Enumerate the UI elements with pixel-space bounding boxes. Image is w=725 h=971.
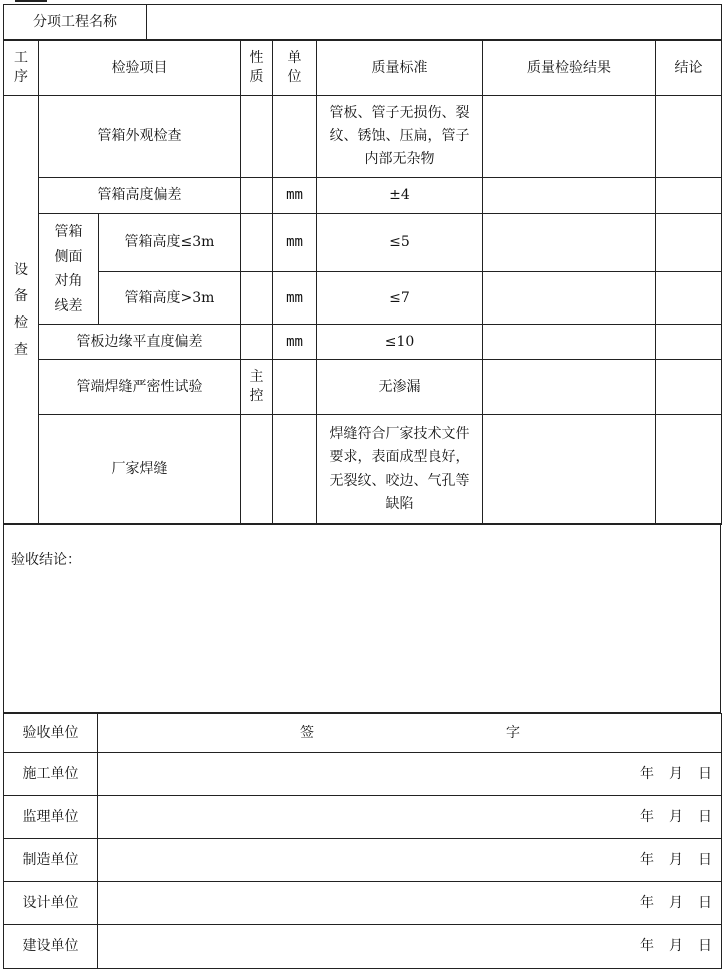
row-nature	[241, 272, 273, 325]
month-label: 月	[669, 938, 684, 955]
process-group-cell: 设 备 检 查	[4, 96, 39, 525]
project-name-value[interactable]	[147, 5, 722, 40]
row-conclusion[interactable]	[656, 96, 722, 178]
row-standard: ±4	[317, 178, 483, 214]
row-result[interactable]	[483, 214, 656, 272]
year-label: 年	[640, 765, 655, 782]
row-unit: mm	[273, 214, 317, 272]
row-conclusion[interactable]	[656, 272, 722, 325]
column-header-row	[4, 41, 722, 96]
table-row	[4, 96, 722, 178]
signoff-date-cell[interactable]	[98, 796, 722, 839]
row-nature	[241, 178, 273, 214]
row-result[interactable]	[483, 272, 656, 325]
acceptance-label: 验收结论：	[11, 552, 81, 568]
row-item: 管端焊缝严密性试验	[39, 360, 241, 415]
row-item: 管箱高度>3m	[99, 272, 241, 325]
signoff-row	[4, 796, 722, 839]
table-row	[4, 178, 722, 214]
signoff-header-row	[4, 714, 722, 753]
signoff-unit-label: 监理单位	[4, 796, 98, 839]
signoff-unit-label: 设计单位	[4, 882, 98, 925]
year-label: 年	[640, 808, 655, 825]
row-standard: ≤7	[317, 272, 483, 325]
row-unit	[273, 360, 317, 415]
row-result[interactable]	[483, 96, 656, 178]
day-label: 日	[698, 765, 713, 782]
row-unit: mm	[273, 325, 317, 360]
row-nature: 主 控	[241, 360, 273, 415]
month-label: 月	[669, 894, 684, 911]
signoff-date-cell[interactable]	[98, 753, 722, 796]
year-label: 年	[640, 938, 655, 955]
row-result[interactable]	[483, 178, 656, 214]
row-standard: 焊缝符合厂家技术文件要求，表面成型良好，无裂纹、咬边、气孔等缺陷	[317, 415, 483, 525]
year-label: 年	[640, 894, 655, 911]
table-row	[4, 214, 722, 272]
col-result: 质量检验结果	[483, 41, 656, 96]
signoff-row	[4, 925, 722, 969]
row-nature	[241, 325, 273, 360]
signoff-unit-label: 制造单位	[4, 839, 98, 882]
acceptance-conclusion-box[interactable]	[3, 523, 721, 713]
month-label: 月	[669, 851, 684, 868]
table-row	[4, 272, 722, 325]
signoff-table	[3, 713, 722, 969]
row-nature	[241, 214, 273, 272]
signoff-row	[4, 753, 722, 796]
inspection-table	[3, 40, 722, 525]
row-result[interactable]	[483, 325, 656, 360]
signoff-row	[4, 839, 722, 882]
row-item: 管箱外观检查	[39, 96, 241, 178]
header-table	[3, 4, 722, 40]
table-row	[4, 415, 722, 525]
row-conclusion[interactable]	[656, 325, 722, 360]
signoff-header-sign	[98, 714, 722, 753]
day-label: 日	[698, 894, 713, 911]
row-item: 管箱高度≤3m	[99, 214, 241, 272]
col-process: 工 序	[4, 41, 39, 96]
signoff-date-cell[interactable]	[98, 882, 722, 925]
row-item: 管板边缘平直度偏差	[39, 325, 241, 360]
signoff-date-cell[interactable]	[98, 925, 722, 969]
row-group: 管箱 侧面 对角 线差	[39, 214, 99, 325]
signoff-unit-label: 建设单位	[4, 925, 98, 969]
col-standard: 质量标准	[317, 41, 483, 96]
row-nature	[241, 96, 273, 178]
row-standard: ≤10	[317, 325, 483, 360]
row-conclusion[interactable]	[656, 214, 722, 272]
day-label: 日	[698, 808, 713, 825]
year-label: 年	[640, 851, 655, 868]
table-row	[4, 360, 722, 415]
row-standard: 无渗漏	[317, 360, 483, 415]
row-nature	[241, 415, 273, 525]
signoff-date-cell[interactable]	[98, 839, 722, 882]
row-result[interactable]	[483, 360, 656, 415]
row-item: 厂家焊缝	[39, 415, 241, 525]
day-label: 日	[698, 851, 713, 868]
signoff-unit-label: 施工单位	[4, 753, 98, 796]
sign-char-1: 签	[300, 725, 314, 741]
row-standard: ≤5	[317, 214, 483, 272]
row-unit: mm	[273, 272, 317, 325]
month-label: 月	[669, 808, 684, 825]
row-conclusion[interactable]	[656, 360, 722, 415]
project-name-label: 分项工程名称	[4, 5, 147, 40]
row-conclusion[interactable]	[656, 415, 722, 525]
col-unit: 单 位	[273, 41, 317, 96]
row-unit	[273, 96, 317, 178]
row-standard: 管板、管子无损伤、裂纹、锈蚀、压扁，管子内部无杂物	[317, 96, 483, 178]
col-conclusion: 结论	[656, 41, 722, 96]
col-item: 检验项目	[39, 41, 241, 96]
signoff-row	[4, 882, 722, 925]
month-label: 月	[669, 765, 684, 782]
signoff-header-label: 验收单位	[4, 714, 98, 753]
day-label: 日	[698, 938, 713, 955]
row-unit	[273, 415, 317, 525]
col-nature: 性 质	[241, 41, 273, 96]
row-item: 管箱高度偏差	[39, 178, 241, 214]
row-unit: mm	[273, 178, 317, 214]
row-result[interactable]	[483, 415, 656, 525]
top-decoration-line	[15, 0, 47, 2]
row-conclusion[interactable]	[656, 178, 722, 214]
table-row	[4, 325, 722, 360]
sign-char-2: 字	[506, 725, 520, 741]
